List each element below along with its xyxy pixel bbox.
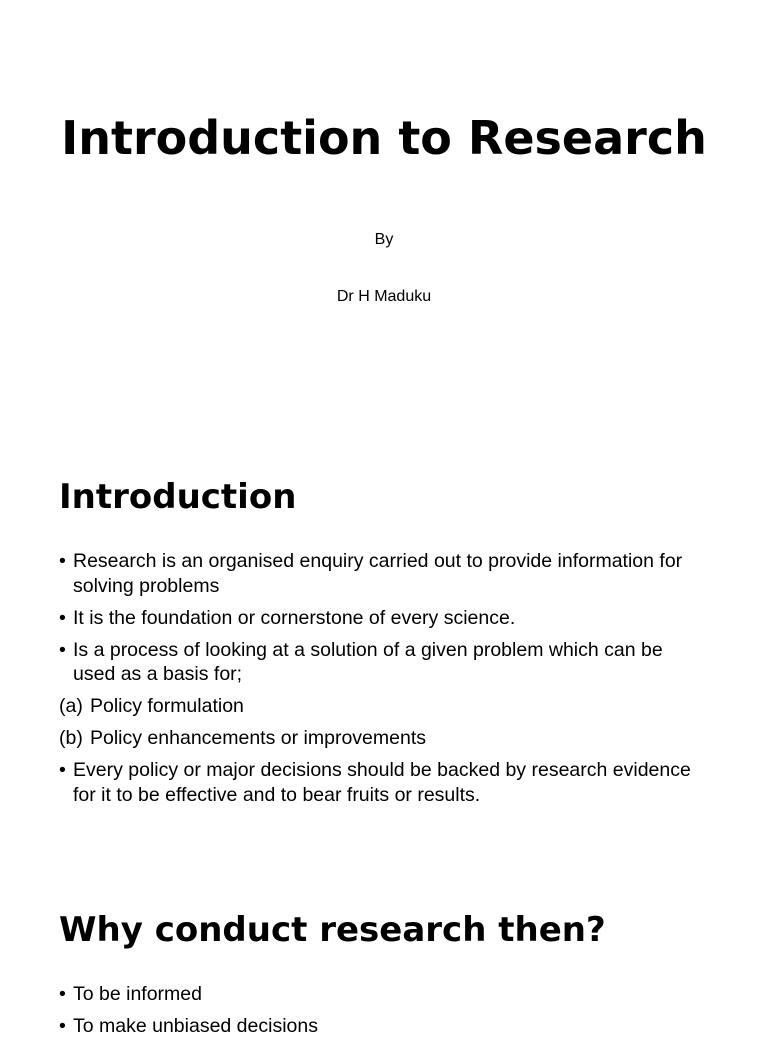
- presentation-title: Introduction to Research: [61, 111, 707, 165]
- list-item: [59, 549, 709, 598]
- bullet-marker: •: [59, 550, 66, 572]
- list-item: [59, 694, 709, 719]
- list-item-text: To make unbiased decisions: [73, 1015, 318, 1037]
- slide-heading: Why conduct research then?: [59, 910, 606, 950]
- list-item-text: Research is an organised enquiry carried out to provide information for solving problems: [73, 550, 683, 597]
- letter-marker: (a): [59, 695, 83, 717]
- list-item: [59, 1014, 709, 1039]
- list-item: [59, 758, 709, 807]
- list-item-text: To be informed: [73, 983, 202, 1005]
- list-item-text: It is the foundation or cornerstone of every science.: [73, 606, 516, 629]
- list-item-text: Every policy or major decisions should be backed by research evidence for it to be effective and to bear fruits or results.: [73, 759, 691, 806]
- bullet-marker: •: [59, 638, 66, 661]
- list-item-text: Policy enhancements or improvements: [90, 727, 426, 749]
- bullet-marker: •: [59, 606, 66, 629]
- title-slide: [0, 0, 768, 430]
- list-item-text: Policy formulation: [90, 695, 244, 717]
- bullet-marker: •: [59, 1015, 66, 1037]
- why-research-slide: [0, 870, 768, 1037]
- bullet-list: [59, 982, 709, 1046]
- list-item: [59, 982, 709, 1007]
- by-label: By: [374, 231, 394, 248]
- introduction-slide: [0, 430, 768, 870]
- slide-heading: Introduction: [59, 477, 297, 517]
- author-name: Dr H Maduku: [336, 288, 432, 305]
- list-item-text: Is a process of looking at a solution of a given problem which can be used as a basis for;: [73, 638, 663, 685]
- list-item: [59, 606, 709, 631]
- bullet-marker: •: [59, 759, 66, 781]
- bullet-marker: •: [59, 983, 66, 1005]
- bullet-list: [59, 549, 709, 815]
- list-item: [59, 726, 709, 751]
- letter-marker: (b): [59, 727, 83, 749]
- list-item: [59, 638, 709, 687]
